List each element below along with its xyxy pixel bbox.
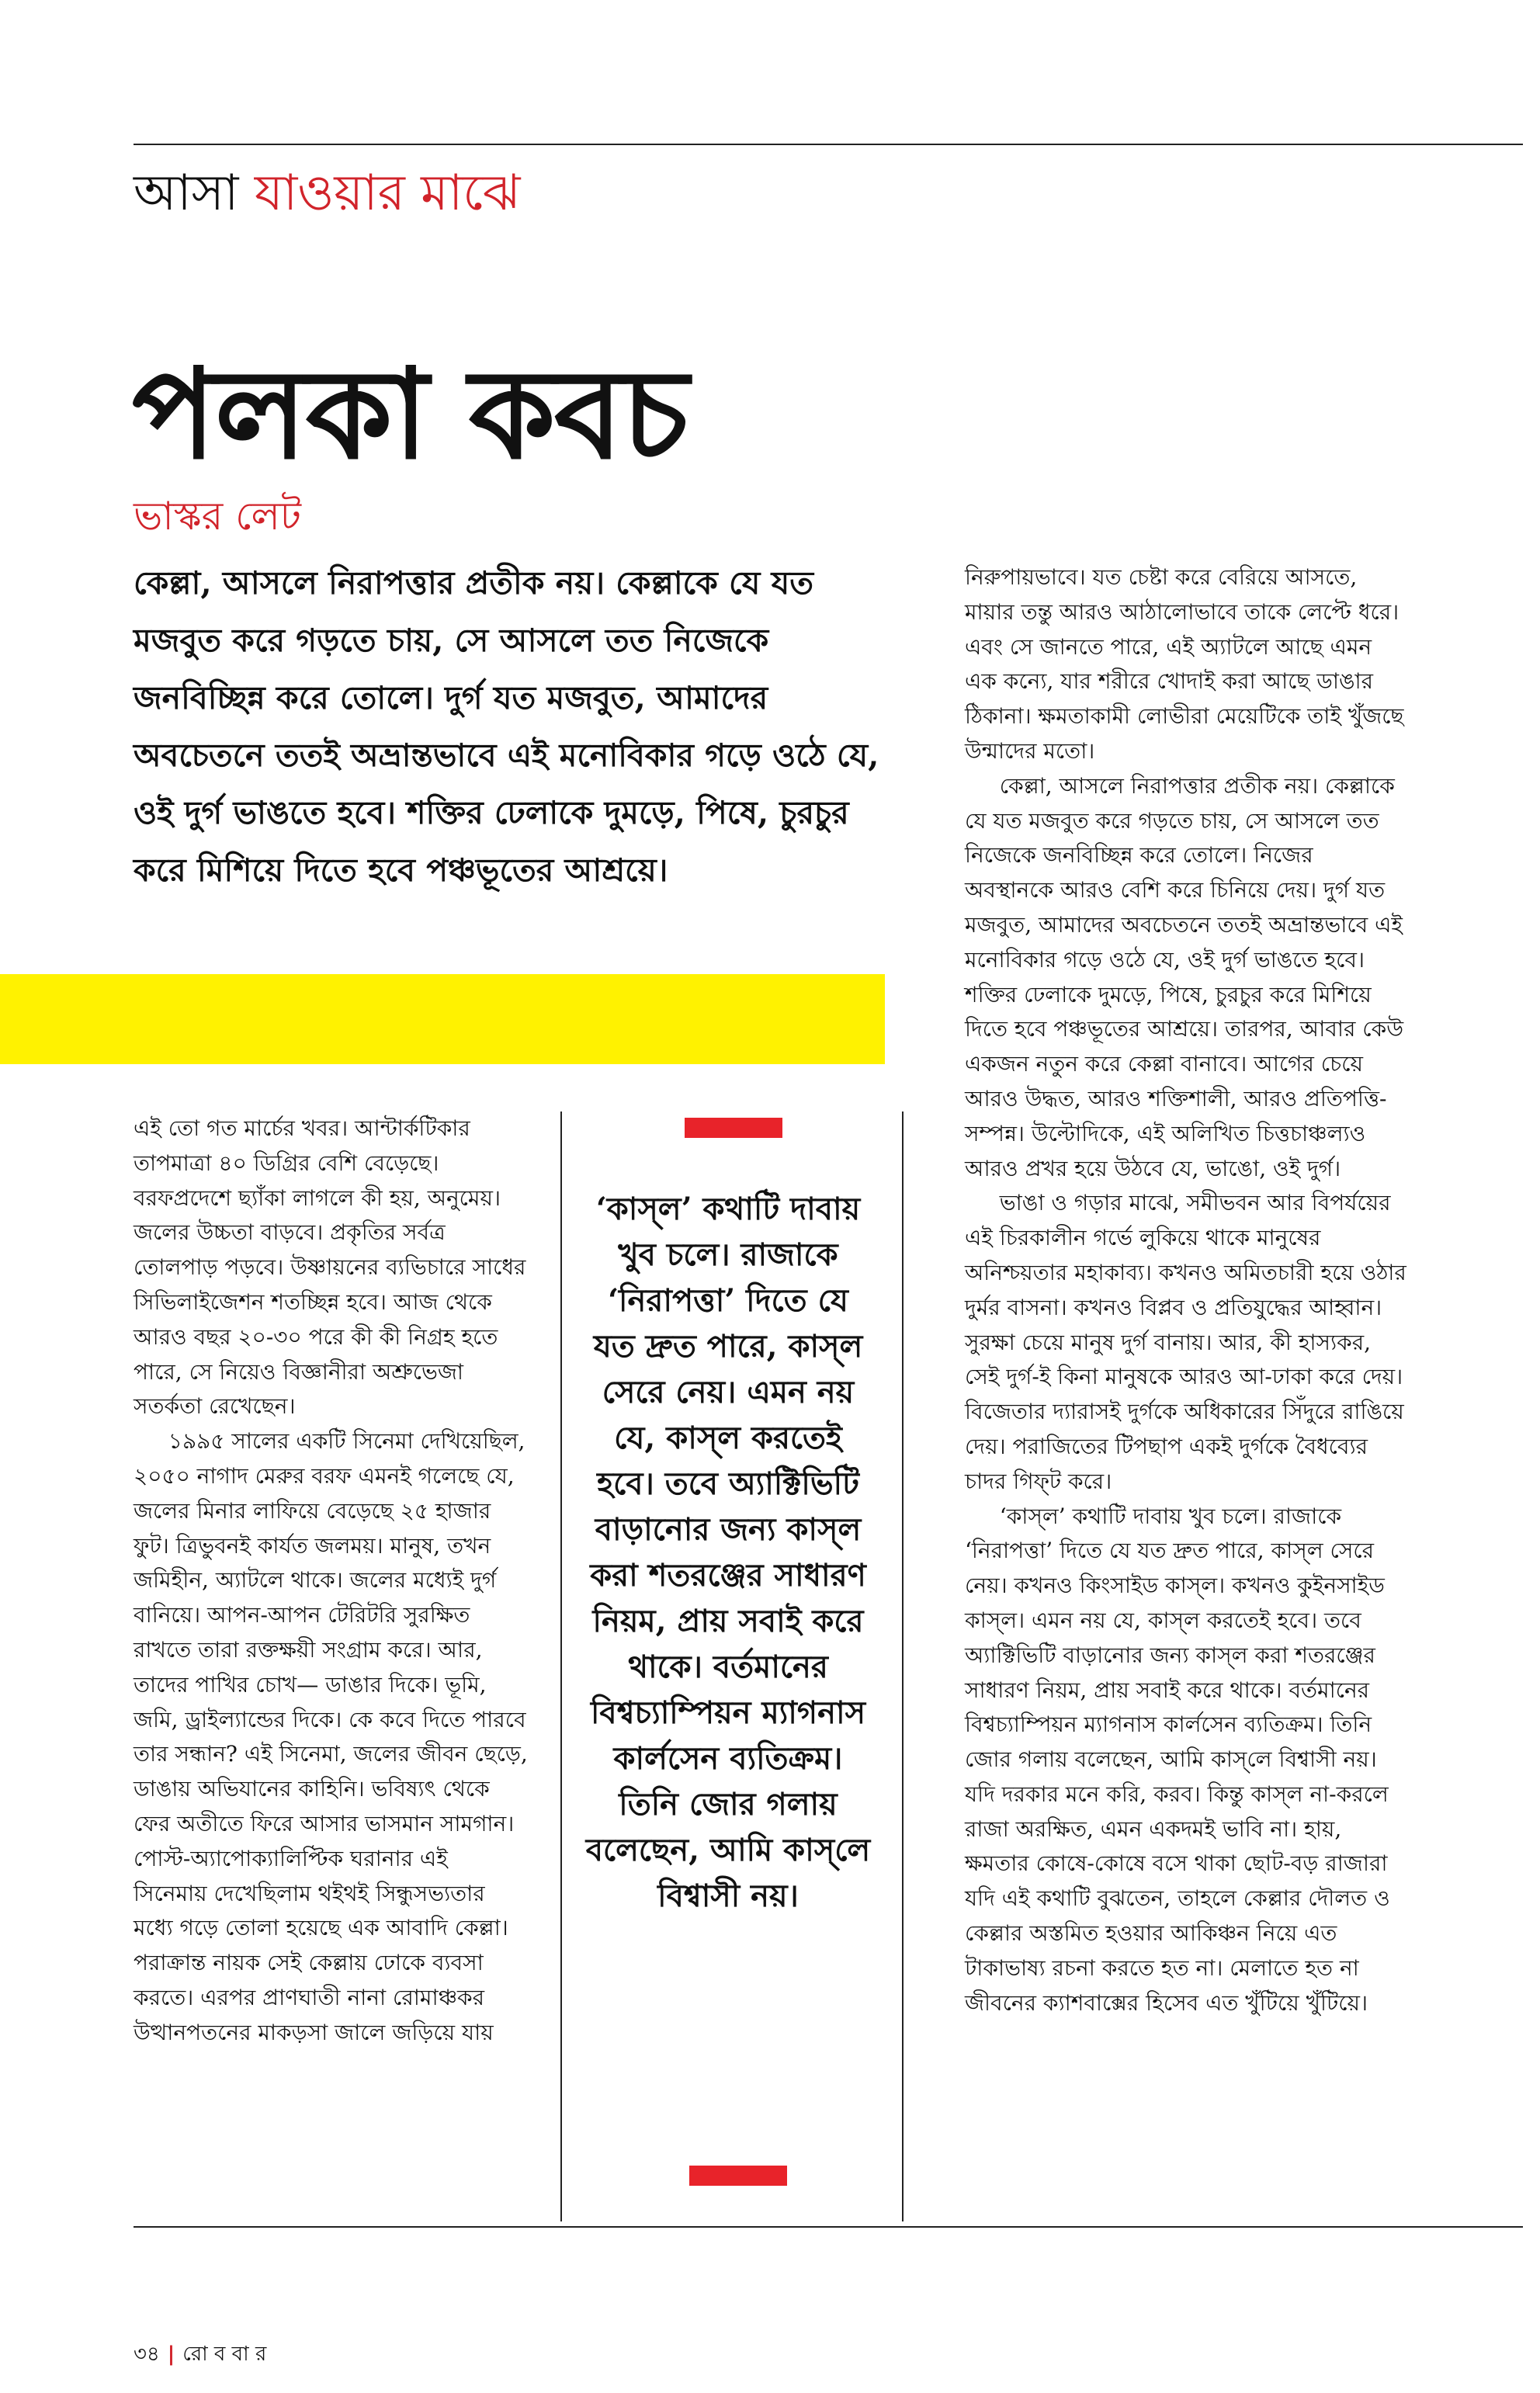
right-paragraph-1: নিরুপায়ভাবে। যত চেষ্টা করে বেরিয়ে আসতে, মায়ার তন্তু আরও আঠালোভাবে তাকে লেপ্টে ধরে। এবং সে জানতে পারে, এই অ্যাটলে আছে এমন এক কন্যে, যার শরীরে খোদাই করা আছে ডাঙার ঠিকানা। ক্ষমতাকামী লোভীরা মেয়েটিকে তাই খুঁজছে উন্মাদের মতো। (965, 564, 1404, 764)
left-paragraph-2: ১৯৯৫ সালের একটি সিনেমা দেখিয়েছিল, ২০৫০ নাগাদ মেরুর বরফ এমনই গলেছে যে, জলের মিনার লাফিয়ে বেড়েছে ২৫ হাজার ফুট। ত্রিভুবনই কার্যত জলময়। মানুষ, তখন জমিহীন, অ্যাটলে থাকে। জলের মধ্যেই দুর্গ বানিয়ে। আপন-আপন টেরিটরি সুরক্ষিত রাখতে তারা রক্তক্ষয়ী সংগ্রাম করে। আর, তাদের পাখির চোখ— ডাঙার দিকে। ভূমি, জমি, ড্রাইল্যান্ডের দিকে। কে কবে দিতে পারবে তার সন্ধান? এই সিনেমা, জলের জীবন ছেড়ে, ডাঙায় অভিযানের কাহিনি। ভবিষ্যৎ থেকে ফের অতীতে ফিরে আসার ভাসমান সামগান। পোস্ট-অ্যাপোক্যালিপ্টিক ঘরানার এই সিনেমায় দেখেছিলাম থইথই সিন্ধুসভ্যতার মধ্যে গড়ে তোলা হয়েছে এক আবাদি কেল্লা। পরাক্রান্ত নায়ক সেই কেল্লায় ঢোকে ব্যবসা করতে। এরপর প্রাণঘাতী নানা রোমাঞ্চকর উত্থানপতনের মাকড়সা জালে জড়িয়ে যায় (134, 1428, 528, 2045)
column-divider-left (560, 1112, 562, 2221)
left-column (134, 1112, 528, 2051)
folio-separator: | (167, 2343, 175, 2366)
section-label-part2: যাওয়ার মাঝে (254, 165, 521, 222)
pull-quote-bar-bottom (689, 2166, 787, 2186)
right-column (965, 560, 1407, 2020)
section-label (134, 155, 520, 238)
left-paragraph-1: এই তো গত মার্চের খবর। আন্টার্কটিকার তাপমাত্রা ৪০ ডিগ্রির বেশি বেড়েছে। বরফপ্রদেশে ছ্যাঁকা লাগলে কী হয়, অনুমেয়। জলের উচ্চতা বাড়বে। প্রকৃতির সর্বত্র তোলপাড় পড়বে। উষ্ণায়নের ব্যভিচারে সাধের সিভিলাইজেশন শতচ্ছিন্ন হবে। আজ থেকে আরও বছর ২০-৩০ পরে কী কী নিগ্রহ হতে পারে, সে নিয়েও বিজ্ঞানীরা অশ্রুভেজা সতর্কতা রেখেছেন। (134, 1115, 526, 1420)
pull-quote: ‘কাস্‌ল’ কথাটি দাবায় খুব চলে। রাজাকে ‘নিরাপত্তা’ দিতে যে যত দ্রুত পারে, কাস্‌ল সেরে নেয়। এমন নয় যে, কাস্‌ল করতেই হবে। তবে অ্যাক্টিভিটি বাড়ানোর জন্য কাস্‌ল করা শতরঞ্জের সাধারণ নিয়ম, প্রায় সবাই করে থাকে। বর্তমানের বিশ্বচ্যাম্পিয়ন ম্যাগনাস কার্লসেন ব্যতিক্রম। তিনি জোর গলায় বলেছেন, আমি কাস্‌লে বিশ্বাসী নয়। (585, 1191, 871, 1914)
yellow-band (0, 974, 885, 1064)
page-number: ৩৪ (134, 2343, 160, 2366)
top-rule (134, 144, 1523, 145)
bottom-rule (134, 2226, 1523, 2228)
right-paragraph-3: ভাঙা ও গড়ার মাঝে, সমীভবন আর বিপর্যয়ের এই চিরকালীন গর্ভে লুকিয়ে থাকে মানুষের অনিশ্চয়তার মহাকাব্য। কখনও অমিতচারী হয়ে ওঠার দুর্মর বাসনা। কখনও বিপ্লব ও প্রতিযুদ্ধের আহ্বান। সুরক্ষা চেয়ে মানুষ দুর্গ বানায়। আর, কী হাস্যকর, সেই দুর্গ-ই কিনা মানুষকে আরও আ-ঢাকা করে দেয়। বিজেতার দ্যারাসই দুর্গকে অধিকারের সিঁদুরে রাঙিয়ে দেয়। পরাজিতের টিপছাপ একই দুর্গকে বৈধব্যের চাদর গিফ্‌ট করে। (965, 1190, 1406, 1494)
pull-quote-bar-top (685, 1118, 782, 1138)
section-label-part1: আসা (134, 165, 239, 222)
headline: পলকা কবচ (132, 341, 688, 487)
right-paragraph-4: ‘কাস্‌ল’ কথাটি দাবায় খুব চলে। রাজাকে ‘নিরাপত্তা’ দিতে যে যত দ্রুত পারে, কাস্‌ল সেরে নেয়। কখনও কিংসাইড কাস্‌ল। কখনও কুইনসাইড কাস্‌ল। এমন নয় যে, কাস্‌ল করতেই হবে। তবে অ্যাক্টিভিটি বাড়ানোর জন্য কাস্‌ল করা শতরঞ্জের সাধারণ নিয়ম, প্রায় সবাই করে থাকে। বর্তমানের বিশ্বচ্যাম্পিয়ন ম্যাগনাস কার্লসেন ব্যতিক্রম। তিনি জোর গলায় বলেছেন, আমি কাস্‌লে বিশ্বাসী নয়। যদি দরকার মনে করি, করব। কিন্তু কাস্‌ল না-করলে রাজা অরক্ষিত, এমন একদমই ভাবি না। হায়, ক্ষমতার কোষে-কোষে বসে থাকা ছোট-বড় রাজারা যদি এই কথাটি বুঝতেন, তাহলে কেল্লার দৌলত ও কেল্লার অস্তমিত হওয়ার আকিঞ্চন নিয়ে এত টাকাভাষ্য রচনা করতে হত না। মেলাতে হত না জীবনের ক্যাশবাক্সের হিসেব এত খুঁটিয়ে খুঁটিয়ে। (965, 1503, 1390, 2016)
publication-name: রো ব বা র (182, 2343, 267, 2366)
standfirst: কেল্লা, আসলে নিরাপত্তার প্রতীক নয়। কেল্লাকে যে যত মজবুত করে গড়তে চায়, সে আসলে তত নিজেকে জনবিচ্ছিন্ন করে তোলে। দুর্গ যত মজবুত, আমাদের অবচেতনে ততই অভ্রান্তভাবে এই মনোবিকার গড়ে ওঠে যে, ওই দুর্গ ভাঙতে হবে। শক্তির ঢেলাকে দুমড়ে, পিষে, চুরচুর করে মিশিয়ে দিতে হবে পঞ্চভূতের আশ্রয়ে। (134, 564, 879, 889)
column-divider-right (902, 1112, 904, 2221)
right-paragraph-2: কেল্লা, আসলে নিরাপত্তার প্রতীক নয়। কেল্লাকে যে যত মজবুত করে গড়তে চায়, সে আসলে তত নিজেকে জনবিচ্ছিন্ন করে তোলে। নিজের অবস্থানকে আরও বেশি করে চিনিয়ে দেয়। দুর্গ যত মজবুত, আমাদের অবচেতনে ততই অভ্রান্তভাবে এই মনোবিকার গড়ে ওঠে যে, ওই দুর্গ ভাঙতে হবে। শক্তির ঢেলাকে দুমড়ে, পিষে, চুরচুর করে মিশিয়ে দিতে হবে পঞ্চভূতের আশ্রয়ে। তারপর, আবার কেউ একজন নতুন করে কেল্লা বানাবে। আগের চেয়ে আরও উদ্ধত, আরও শক্তিশালী, আরও প্রতিপত্তি-সম্পন্ন। উল্টোদিকে, এই অলিখিত চিত্তচাঞ্চল্যও আরও প্রখর হয়ে উঠবে যে, ভাঙো, ওই দুর্গ। (965, 772, 1404, 1181)
byline: ভাস্কর লেট (134, 494, 301, 539)
folio (134, 2338, 266, 2372)
